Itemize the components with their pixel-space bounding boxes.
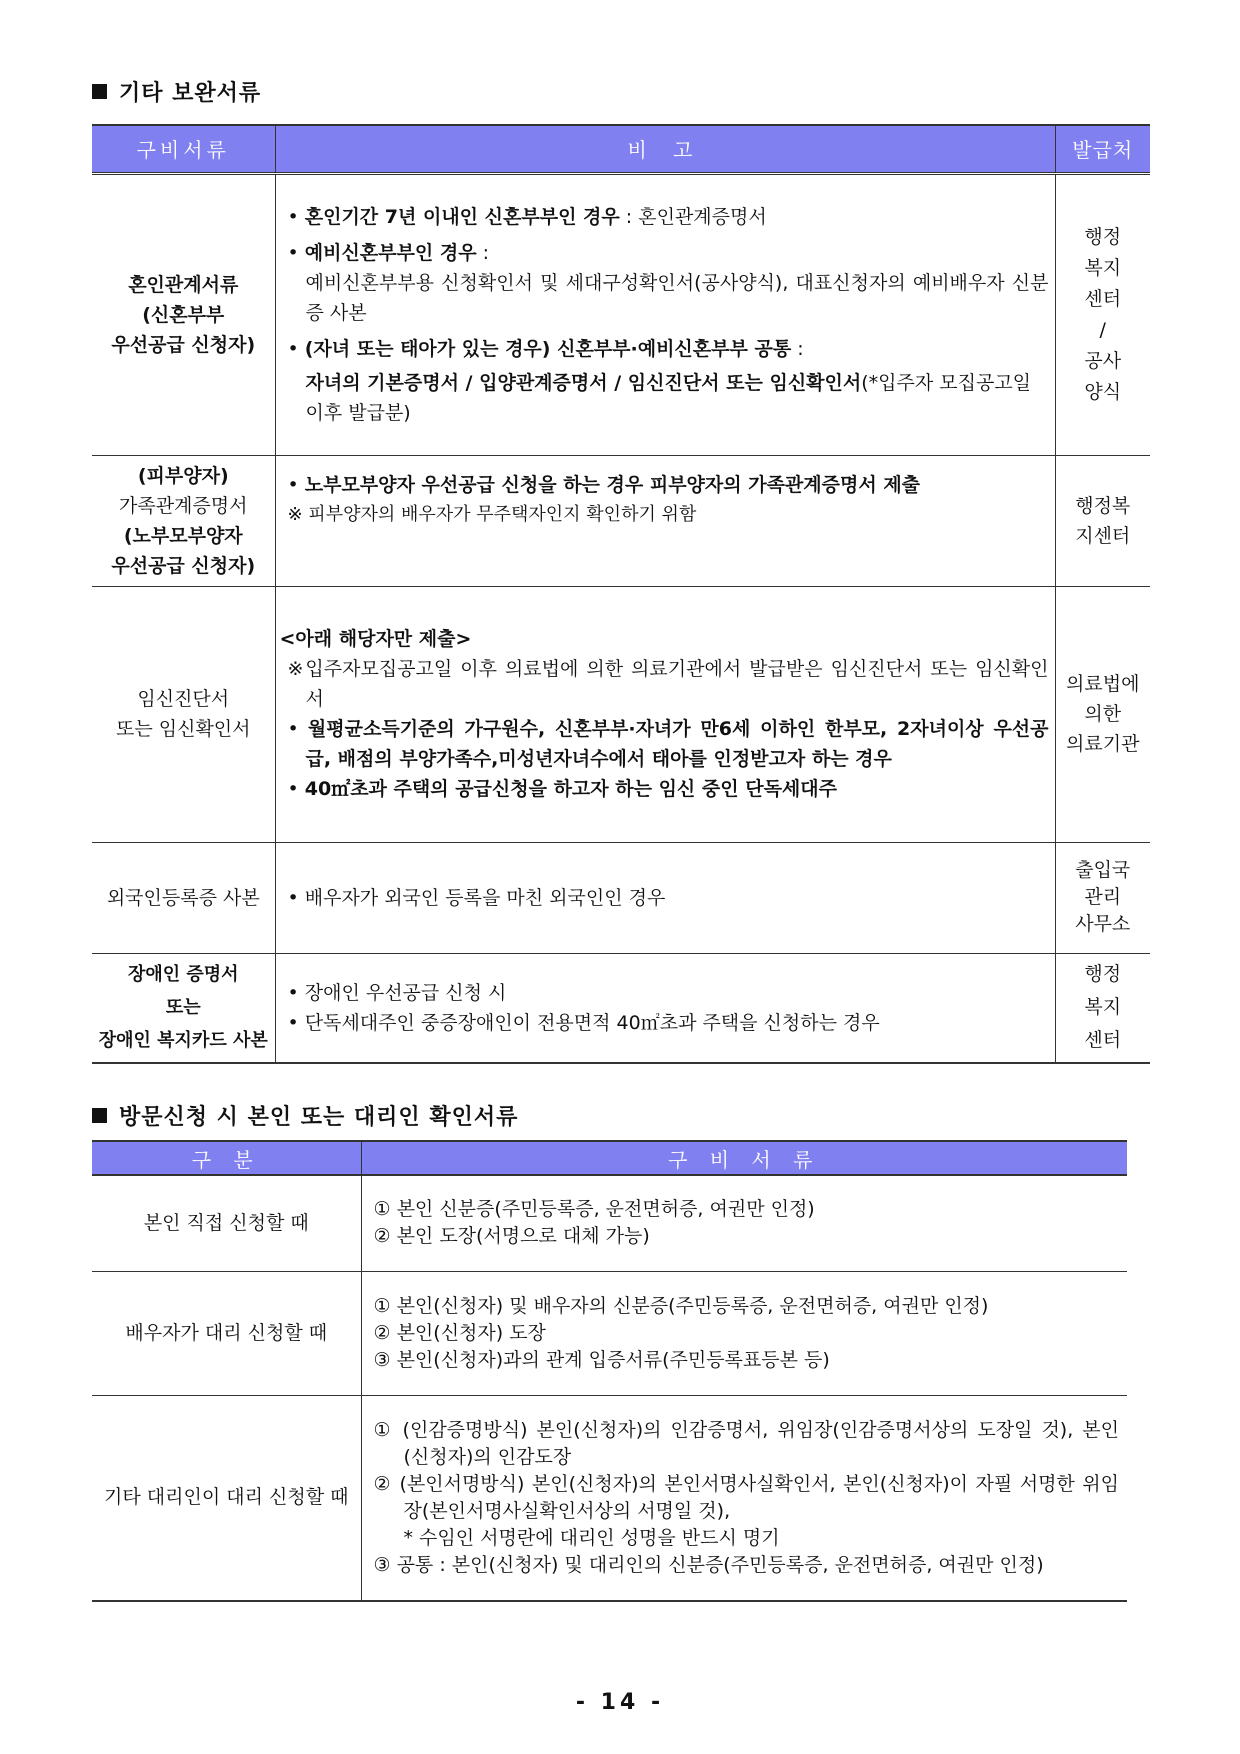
remarks-cell: • 배우자가 외국인 등록을 마친 외국인인 경우 [275, 842, 1055, 953]
documents-cell: ① 본인 신분증(주민등록증, 운전면허증, 여권만 인정) ② 본인 도장(서명으로 대체 가능) [361, 1175, 1127, 1271]
documents-cell: ① 본인(신청자) 및 배우자의 신분증(주민등록증, 운전면허증, 여권만 인정) ② 본인(신청자) 도장 ③ 본인(신청자)과의 관계 입증서류(주민등록표등본 등) [361, 1271, 1127, 1395]
table-row [92, 953, 1150, 1063]
identity-docs-table [92, 1140, 1127, 1602]
supplementary-docs-table [92, 124, 1150, 1064]
table-header-row [92, 125, 1150, 173]
table-row [92, 173, 1150, 455]
header-required-docs: 구비서류 [92, 125, 275, 173]
header-required-documents: 구 비 서 류 [361, 1141, 1127, 1175]
documents-cell: ① (인감증명방식) 본인(신청자)의 인감증명서, 위임장(인감증명서상의 도장일 것), 본인(신청자)의 인감도장 ② (본인서명방식) 본인(신청자)의 본인서명사실확인서, 본인(신청자)이 자필 서명한 위임장(본인서명사실확인서상의 서명일 것), * 수임인 서명란에 대리인 성명을 반드시 명기 ③ 공통 : 본인(신청자) 및 대리인의 신분증(주민등록증, 운전면허증, 여권만 인정) [361, 1395, 1127, 1601]
table-row [92, 586, 1150, 842]
issuer-cell: 행정복 지센터 [1055, 455, 1150, 586]
issuer-cell: 행정 복지 센터 [1055, 953, 1150, 1063]
table-row [92, 455, 1150, 586]
section-title-supplementary-docs: 기타 보완서류 [92, 76, 261, 107]
issuer-cell: 의료법에 의한 의료기관 [1055, 586, 1150, 842]
case-cell: 본인 직접 신청할 때 [92, 1175, 361, 1271]
page-number: - 14 - [575, 1690, 665, 1715]
doc-name-cell: 임신진단서 또는 임신확인서 [92, 586, 275, 842]
header-issuer: 발급처 [1055, 125, 1150, 173]
square-bullet-icon [92, 1108, 107, 1123]
remarks-cell: • 혼인기간 7년 이내인 신혼부부인 경우 : 혼인관계증명서 • 예비신혼부부인 경우 : 예비신혼부부용 신청확인서 및 세대구성확인서(공사양식), 대표신청자의 예비배우자 신분증 사본 • (자녀 또는 태아가 있는 경우) 신혼부부·예비신혼부부 공통 : 자녀의 기본증명서 / 입양관계증명서 / 임신진단서 또는 임신확인서(*입주자 모집공고일 이후 발급분) [275, 173, 1055, 455]
doc-name-cell: (피부양자) 가족관계증명서 (노부모부양자 우선공급 신청자) [92, 455, 275, 586]
remarks-cell: <아래 해당자만 제출> ※입주자모집공고일 이후 의료법에 의한 의료기관에서 발급받은 임신진단서 또는 임신확인서 • 월평균소득기준의 가구원수, 신혼부부·자녀가 만6세 이하인 한부모, 2자녀이상 우선공급, 배점의 부양가족수,미성년자녀수에서 태아를 인정받고자 하는 경우 • 40㎡초과 주택의 공급신청을 하고자 하는 임신 중인 단독세대주 [275, 586, 1055, 842]
table-header-row [92, 1141, 1127, 1175]
table-row [92, 1395, 1127, 1601]
remarks-cell: • 장애인 우선공급 신청 시 • 단독세대주인 중증장애인이 전용면적 40㎡초과 주택을 신청하는 경우 [275, 953, 1055, 1063]
remarks-cell: • 노부모부양자 우선공급 신청을 하는 경우 피부양자의 가족관계증명서 제출 ※ 피부양자의 배우자가 무주택자인지 확인하기 위함 [275, 455, 1055, 586]
header-remarks: 비 고 [275, 125, 1055, 173]
table-row [92, 1175, 1127, 1271]
doc-name-cell: 외국인등록증 사본 [92, 842, 275, 953]
table-row [92, 1271, 1127, 1395]
section-title-visit-application-docs: 방문신청 시 본인 또는 대리인 확인서류 [92, 1100, 518, 1131]
case-cell: 배우자가 대리 신청할 때 [92, 1271, 361, 1395]
case-cell: 기타 대리인이 대리 신청할 때 [92, 1395, 361, 1601]
doc-name-cell: 장애인 증명서 또는 장애인 복지카드 사본 [92, 953, 275, 1063]
issuer-cell: 출입국 관리 사무소 [1055, 842, 1150, 953]
doc-name-cell: 혼인관계서류 (신혼부부 우선공급 신청자) [92, 173, 275, 455]
header-category: 구 분 [92, 1141, 361, 1175]
table-row [92, 842, 1150, 953]
square-bullet-icon [92, 84, 107, 99]
issuer-cell: 행정 복지 센터 / 공사 양식 [1055, 173, 1150, 455]
